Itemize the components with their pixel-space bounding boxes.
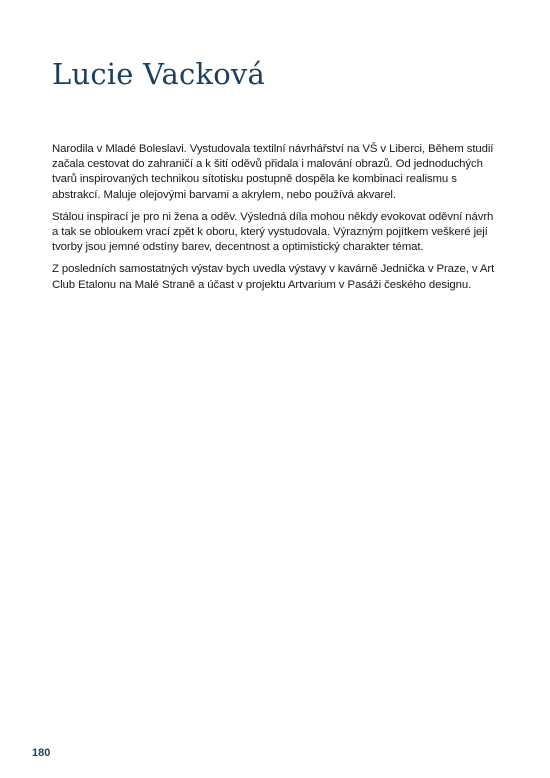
body-text xyxy=(52,142,500,300)
page-title: Lucie Vacková xyxy=(52,57,265,91)
paragraph-2: Stálou inspirací je pro ni žena a oděv. Výsledná díla mohou někdy evokovat oděvní návrh a tak se obloukem vrací zpět k oboru, který vystudovala. Výrazným pojítkem veškeré její tvorby jsou jemné odstíny barev, decentnost a optimistický charakter témat. xyxy=(52,210,494,254)
page-number: 180 xyxy=(32,747,51,759)
paragraph-1: Narodila v Mladé Boleslavi. Vystudovala textilní návrhářství na VŠ v Liberci, Během studií začala cestovat do zahraničí a k šití oděvů přidala i malování obrazů. Od jednoduchých tvarů inspirovaných technikou sítotisku postupně dospěla ke kombinaci realismu s abstrakcí. Maluje olejovými barvami a akrylem, nebo používá akvarel. xyxy=(52,143,494,201)
paragraph-3: Z posledních samostatných výstav bych uvedla výstavy v kavárně Jednička v Praze, v Art Club Etalonu na Malé Straně a účast v projektu Artvarium v Pasáži českého designu. xyxy=(52,263,495,291)
